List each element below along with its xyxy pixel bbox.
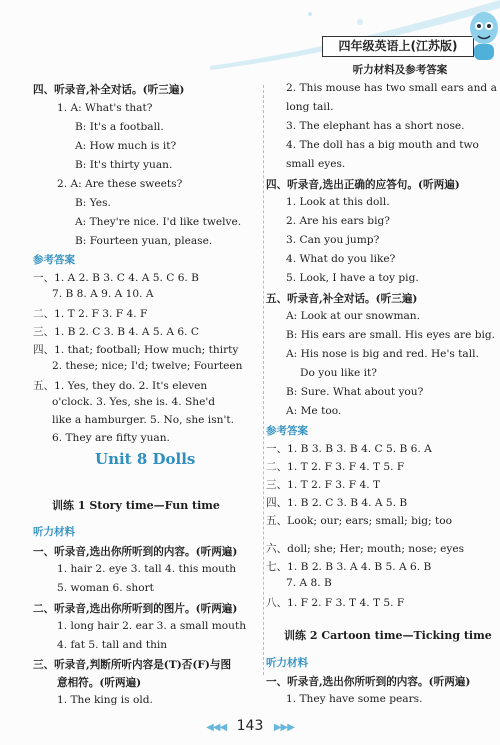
right-text-line: A: Me too. <box>286 405 342 417</box>
right-text-line: 1. Look at this doll. <box>286 196 390 208</box>
next-arrows-icon: ▶▶▶ <box>273 722 294 733</box>
left-text-line: 5. woman 6. short <box>57 582 154 594</box>
page-footer <box>0 718 500 734</box>
right-text-line: 三、1. T 2. F 3. F 4. T <box>266 479 381 491</box>
right-text-line: 3. The elephant has a short nose. <box>286 120 465 132</box>
right-text-line: 一、1. B 3. B 3. B 4. C 5. B 6. A <box>266 443 432 455</box>
right-text-line: 3. Can you jump? <box>286 234 380 246</box>
left-text-line: 1. The king is old. <box>57 694 153 706</box>
right-text-line: 四、听录音,选出正确的应答句。(听两遍) <box>266 179 460 191</box>
left-text-line: 意相符。(听两遍) <box>57 677 142 689</box>
left-text-line: B: Fourteen yuan, please. <box>75 235 213 247</box>
left-text-line: 训练 1 Story time—Fun time <box>52 499 220 512</box>
left-text-line: B: It's thirty yuan. <box>75 159 173 171</box>
left-text-line: 一、1. A 2. B 3. C 4. A 5. C 6. B <box>33 272 199 284</box>
prev-arrows-icon: ◀◀◀ <box>206 722 227 733</box>
right-text-line: 训练 2 Cartoon time—Ticking time <box>284 629 492 642</box>
right-text-line: 1. They have some pears. <box>286 693 423 705</box>
right-text-line: B: Sure. What about you? <box>286 386 424 398</box>
right-text-line: 六、doll; she; Her; mouth; nose; eyes <box>266 543 465 555</box>
left-text-line: A: They're nice. I'd like twelve. <box>75 216 242 228</box>
right-text-line: small eyes. <box>286 158 346 170</box>
left-text-line: o'clock. 3. Yes, she is. 4. She'd <box>52 396 216 408</box>
right-text-line: 八、1. F 2. F 3. T 4. T 5. F <box>266 597 405 609</box>
left-text-line: 五、1. Yes, they do. 2. It's eleven <box>33 380 208 392</box>
left-text-line: 四、听录音,补全对话。(听三遍) <box>33 84 185 96</box>
right-text-line: B: His ears are small. His eyes are big. <box>286 329 496 341</box>
left-text-line: 4. fat 5. tall and thin <box>57 639 168 651</box>
left-text-line: like a hamburger. 5. No, she isn't. <box>52 414 234 426</box>
left-text-line: 三、听录音,判断所听内容是(T)否(F)与图 <box>33 659 232 671</box>
unit-title: Unit 8 Dolls <box>95 450 196 468</box>
left-text-line: 三、1. B 2. C 3. B 4. A 5. A 6. C <box>33 326 199 338</box>
page-number: 143 <box>236 718 264 734</box>
right-text-line: 5. Look, I have a toy pig. <box>286 272 419 284</box>
left-text-line: 四、1. that; football; How much; thirty <box>33 344 239 356</box>
left-text-line: 1. hair 2. eye 3. tall 4. this mouth <box>57 563 237 575</box>
left-text-line: 听力材料 <box>33 526 75 538</box>
right-text-line: 五、听录音,补全对话。(听三遍) <box>266 293 418 305</box>
left-text-line: 2. these; nice; I'd; twelve; Fourteen <box>52 360 243 372</box>
right-text-line: 七、1. B 2. B 3. A 4. B 5. A 6. B <box>266 561 432 573</box>
right-text-line: 听力材料 <box>266 657 308 669</box>
right-text-line: 4. The doll has a big mouth and two <box>286 139 479 151</box>
right-text-line: 参考答案 <box>266 425 308 437</box>
left-text-line: 6. They are fifty yuan. <box>52 432 170 444</box>
left-text-line: 1. long hair 2. ear 3. a small mouth <box>57 620 247 632</box>
left-text-line: B: Yes. <box>75 197 111 209</box>
left-text-line: B: It's a football. <box>75 121 164 133</box>
right-text-line: 二、1. T 2. F 3. F 4. T 5. F <box>266 461 405 473</box>
right-text-line: 五、Look; our; ears; small; big; too <box>266 515 452 527</box>
left-text-line: A: How much is it? <box>75 140 177 152</box>
right-text-line: 4. What do you like? <box>286 253 396 265</box>
right-text-line: Do you like it? <box>300 367 377 379</box>
right-text-line: long tail. <box>286 101 334 113</box>
column-divider <box>263 85 264 675</box>
book-title: 四年级英语上(江苏版) <box>322 36 474 57</box>
left-text-line: 二、听录音,选出你所听到的图片。(听两遍) <box>33 603 238 615</box>
right-text-line: 2. Are his ears big? <box>286 215 390 227</box>
right-text-line: 2. This mouse has two small ears and a <box>286 82 497 94</box>
right-text-line: A: His nose is big and red. He's tall. <box>286 348 479 360</box>
right-text-line: 7. A 8. B <box>286 577 332 589</box>
right-text-line: 一、听录音,选出你所听到的内容。(听两遍) <box>266 676 471 688</box>
left-text-line: 二、1. T 2. F 3. F 4. F <box>33 308 148 320</box>
left-text-line: 一、听录音,选出你所听到的内容。(听两遍) <box>33 546 238 558</box>
left-text-line: 参考答案 <box>33 254 75 266</box>
right-text-line: A: Look at our snowman. <box>286 310 420 322</box>
left-text-line: 1. A: What's that? <box>57 102 153 114</box>
left-text-line: 2. A: Are these sweets? <box>57 178 183 190</box>
header-subtitle: 听力材料及参考答案 <box>352 64 448 76</box>
left-text-line: 7. B 8. A 9. A 10. A <box>52 288 154 300</box>
right-text-line: 四、1. B 2. C 3. B 4. A 5. B <box>266 497 408 509</box>
mascot-icon <box>466 6 500 66</box>
